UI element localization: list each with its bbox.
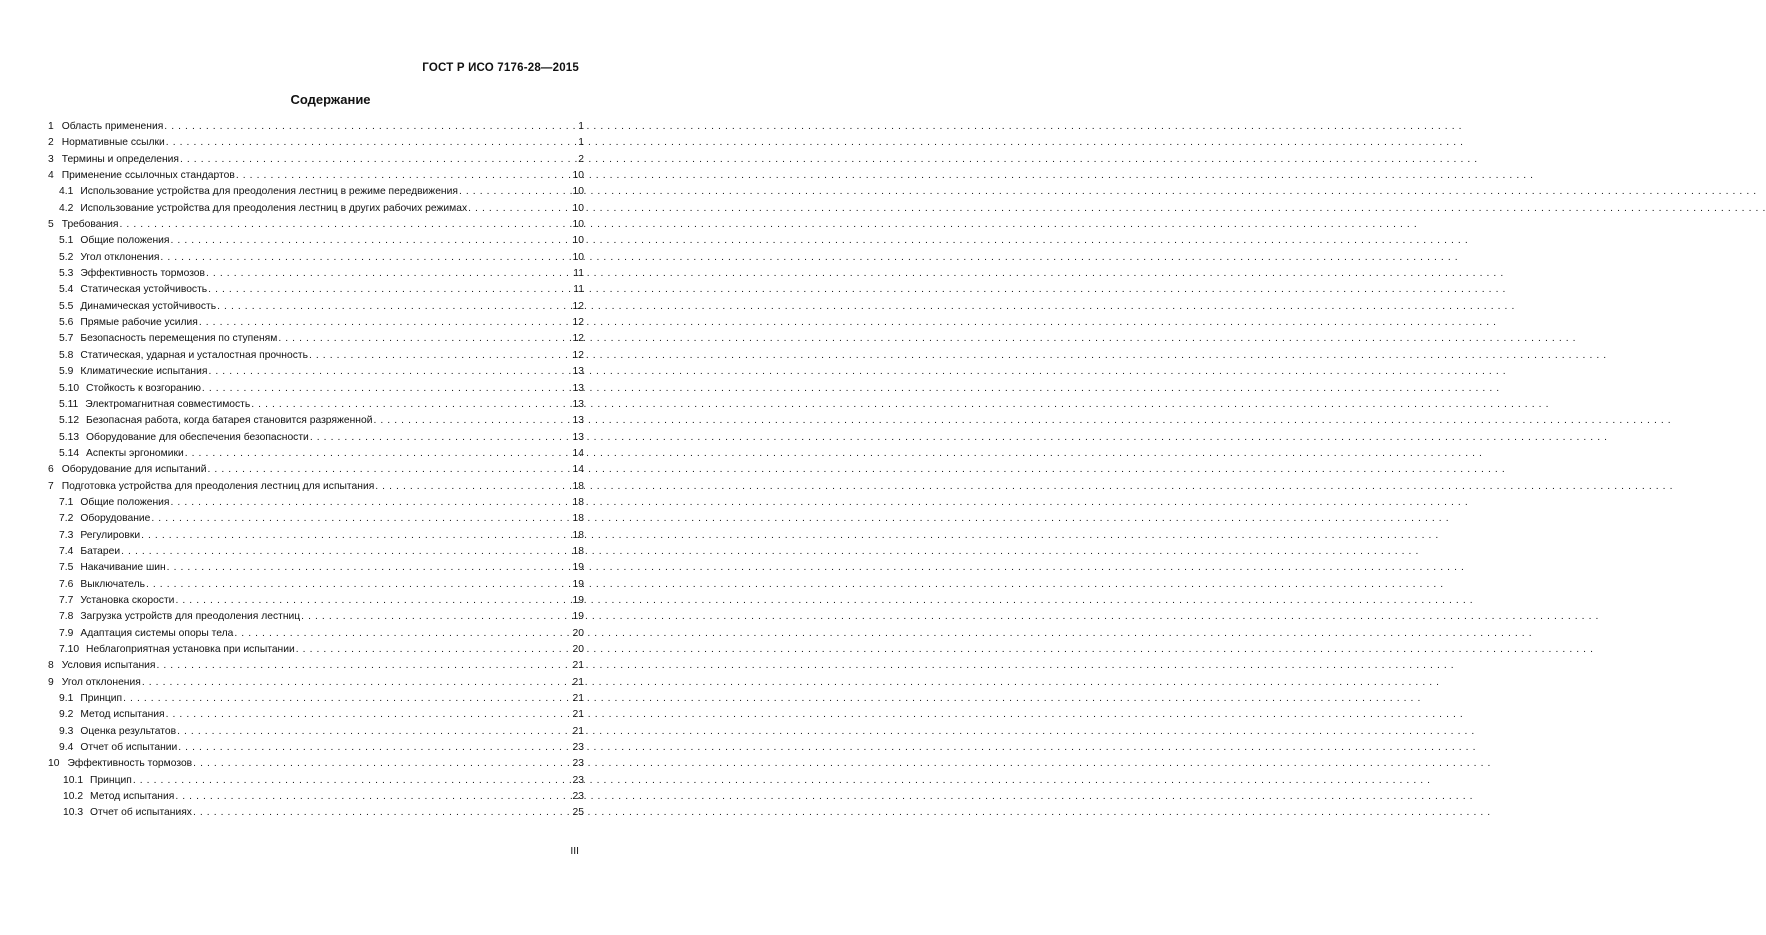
toc-entry-label: Батареи	[80, 545, 121, 557]
toc-dot-leader	[170, 495, 573, 511]
toc-entry-page: 10	[572, 170, 584, 182]
toc-entry-page: 12	[572, 349, 584, 361]
toc-entry-number: 7.5	[59, 562, 74, 574]
toc-entry-page: 18	[572, 496, 584, 508]
toc-entry-label: Оценка результатов	[80, 725, 177, 737]
toc-entry-page: 11	[573, 284, 584, 296]
toc-entry[interactable]	[48, 413, 584, 429]
toc-entry[interactable]	[48, 675, 584, 691]
toc-entry-label: Требования	[61, 219, 119, 231]
toc-entry-number: 7.6	[59, 578, 74, 590]
toc-dot-leader	[170, 233, 573, 249]
page-number: III	[570, 846, 579, 857]
toc-entry-label: Отчет об испытаниях	[90, 807, 192, 819]
toc-dot-leader	[205, 266, 573, 282]
toc-dot-leader	[374, 479, 572, 495]
toc-entry-label: Адаптация системы опоры тела	[80, 627, 234, 639]
toc-entry-number: 1	[48, 121, 54, 132]
toc-entry-label: Угол отклонения	[61, 676, 141, 688]
toc-entry-label: Климатические испытания	[80, 366, 208, 378]
toc-entry-label: Подготовка устройства для преодоления лестниц для испытания	[61, 480, 375, 492]
toc-dot-leader	[166, 560, 573, 576]
toc-entry-number: 7.3	[59, 529, 74, 541]
toc-entry[interactable]	[48, 446, 584, 462]
toc-entry-number: 5.14	[59, 447, 80, 459]
toc-dot-leader	[216, 299, 572, 315]
toc-entry[interactable]	[48, 135, 584, 151]
toc-entry-page: 14	[572, 447, 584, 459]
toc-dot-leader	[198, 315, 573, 331]
toc-dot-leader	[122, 691, 572, 707]
toc-entry-page: 1	[578, 121, 584, 132]
toc-dot-leader	[174, 593, 572, 609]
toc-entry-page: 12	[572, 333, 584, 345]
toc-dot-leader	[192, 805, 573, 821]
toc-entry-page: 18	[572, 529, 584, 541]
toc-entry[interactable]	[48, 773, 584, 789]
toc-entry[interactable]	[48, 740, 584, 756]
toc-entry-label: Применение ссылочных стандартов	[61, 170, 235, 182]
toc-dot-leader	[165, 135, 578, 151]
toc-entry-page: 1	[578, 137, 584, 149]
toc-dot-leader	[372, 413, 572, 429]
toc-dot-leader	[177, 740, 572, 756]
toc-entry[interactable]	[48, 642, 584, 658]
toc-entry[interactable]	[48, 119, 584, 135]
toc-entry-number: 5.2	[59, 251, 74, 263]
toc-entry-page: 18	[572, 513, 584, 525]
toc-dot-leader	[132, 773, 573, 789]
toc-entry[interactable]	[48, 299, 584, 315]
toc-entry-number: 9	[48, 676, 54, 688]
toc-dot-leader	[201, 381, 573, 397]
toc-entry-label: Метод испытания	[80, 709, 165, 721]
toc-entry-page: 21	[572, 709, 584, 721]
toc-entry-label: Безопасность перемещения по ступеням	[80, 333, 278, 345]
toc-entry[interactable]	[48, 528, 584, 544]
toc-dot-leader	[145, 577, 573, 593]
toc-entry-page: 19	[572, 562, 584, 574]
toc-dot-leader	[192, 756, 572, 772]
toc-entry-label: Область применения	[61, 121, 164, 132]
toc-dot-leader	[155, 658, 572, 674]
toc-dot-leader	[250, 397, 572, 413]
toc-entry-label: Прямые рабочие усилия	[80, 317, 198, 329]
toc-entry-number: 10.2	[63, 791, 84, 803]
toc-entry[interactable]	[48, 152, 584, 168]
toc-dot-leader	[300, 609, 572, 625]
toc-entry[interactable]	[48, 233, 584, 249]
toc-dot-leader	[309, 430, 573, 446]
toc-entry[interactable]	[48, 462, 584, 478]
toc-entry-label: Оборудование для обеспечения безопасности	[86, 431, 309, 443]
toc-entry-label: Принцип	[80, 693, 123, 705]
toc-entry[interactable]	[48, 495, 584, 511]
toc-entry-number: 8	[48, 660, 54, 672]
toc-dot-leader	[233, 626, 572, 642]
toc-entry-page: 13	[572, 415, 584, 427]
toc-entry-number: 5.4	[59, 284, 74, 296]
toc-entry-number: 5.1	[59, 235, 74, 247]
toc-entry[interactable]	[48, 217, 584, 233]
toc-entry[interactable]	[48, 331, 584, 347]
table-of-contents	[48, 119, 584, 822]
toc-entry-page: 11	[573, 268, 584, 280]
toc-entry-label: Неблагоприятная установка при испытании	[86, 644, 295, 655]
toc-dot-leader	[159, 250, 572, 266]
toc-entry-number: 10.1	[63, 774, 84, 786]
toc-entry-page: 18	[572, 480, 584, 492]
toc-entry-number: 7.9	[59, 627, 74, 639]
toc-entry[interactable]	[48, 626, 584, 642]
toc-entry-label: Принцип	[90, 774, 132, 786]
toc-entry-number: 5.12	[59, 415, 80, 427]
toc-entry-number: 5.11	[59, 398, 79, 410]
toc-entry-page: 10	[572, 251, 584, 263]
toc-entry-label: Накачивание шин	[80, 562, 166, 574]
toc-entry[interactable]	[48, 577, 584, 593]
toc-entry[interactable]	[48, 282, 584, 298]
toc-entry-page: 20	[572, 627, 584, 639]
toc-entry-label: Оборудование	[80, 513, 151, 525]
toc-dot-leader	[176, 724, 572, 740]
toc-entry[interactable]	[48, 658, 584, 674]
toc-entry-number: 9.3	[59, 725, 74, 737]
toc-entry-number: 7.10	[59, 644, 80, 655]
toc-entry-number: 7	[48, 480, 54, 492]
toc-entry[interactable]	[48, 184, 584, 200]
toc-entry[interactable]	[48, 691, 584, 707]
toc-dot-leader	[150, 511, 572, 527]
toc-entry-number: 5.5	[59, 300, 74, 312]
toc-entry[interactable]	[48, 250, 584, 266]
toc-entry-page: 19	[572, 611, 584, 623]
toc-entry-label: Статическая устойчивость	[80, 284, 208, 296]
toc-entry[interactable]	[48, 315, 584, 331]
toc-entry-number: 9.4	[59, 742, 74, 754]
toc-entry-label: Электромагнитная совместимость	[85, 398, 251, 410]
toc-entry-label: Безопасная работа, когда батарея становится разряженной	[86, 415, 373, 427]
toc-entry-label: Метод испытания	[90, 791, 175, 803]
toc-entry-number: 5.8	[59, 349, 74, 361]
toc-entry-page: 2	[578, 153, 584, 165]
toc-entry[interactable]	[48, 348, 584, 364]
toc-entry-page: 23	[572, 758, 584, 770]
toc-entry-page: 23	[572, 774, 584, 786]
toc-entry-number: 2	[48, 137, 54, 149]
toc-entry-number: 5.3	[59, 268, 74, 280]
toc-entry-label: Эффективность тормозов	[80, 268, 206, 280]
toc-entry-label: Общие положения	[80, 496, 170, 508]
toc-dot-leader	[179, 152, 578, 168]
toc-entry-page: 13	[572, 398, 584, 410]
toc-entry-number: 7.7	[59, 594, 74, 606]
toc-entry-label: Условия испытания	[61, 660, 156, 672]
toc-entry-label: Использование устройства для преодоления лестниц в других рабочих режимах	[80, 202, 468, 214]
toc-entry-number: 5.6	[59, 317, 74, 329]
toc-entry-label: Оборудование для испытаний	[61, 464, 207, 476]
toc-entry-number: 4.1	[59, 186, 74, 198]
toc-entry-number: 3	[48, 153, 54, 165]
toc-entry-page: 10	[572, 202, 584, 214]
toc-dot-leader	[140, 528, 572, 544]
toc-entry-page: 20	[572, 644, 584, 655]
toc-dot-leader	[207, 364, 572, 380]
toc-entry-page: 10	[572, 186, 584, 198]
toc-entry[interactable]	[48, 544, 584, 560]
toc-entry-number: 10	[48, 758, 60, 770]
toc-dot-leader	[174, 789, 572, 805]
toc-entry-label: Общие положения	[80, 235, 170, 247]
toc-dot-leader	[458, 184, 573, 200]
toc-entry-page: 19	[572, 578, 584, 590]
toc-entry-number: 5.7	[59, 333, 74, 345]
toc-dot-leader	[467, 201, 572, 217]
toc-entry-number: 5.10	[59, 382, 80, 394]
toc-entry-page: 25	[572, 807, 584, 819]
toc-entry[interactable]	[48, 789, 584, 805]
toc-title: Содержание	[290, 92, 371, 107]
toc-dot-leader	[163, 119, 578, 135]
toc-entry[interactable]	[48, 381, 584, 397]
toc-entry[interactable]	[48, 593, 584, 609]
toc-entry[interactable]	[48, 201, 584, 217]
toc-entry-page: 21	[572, 660, 584, 672]
toc-dot-leader	[141, 675, 573, 691]
toc-entry-page: 13	[572, 366, 584, 378]
toc-entry-page: 12	[572, 300, 584, 312]
toc-entry-number: 7.2	[59, 513, 74, 525]
toc-entry-label: Статическая, ударная и усталостная прочность	[80, 349, 308, 361]
toc-entry[interactable]	[48, 168, 584, 184]
toc-entry-number: 6	[48, 464, 54, 476]
toc-dot-leader	[207, 282, 573, 298]
toc-entry-page: 14	[572, 464, 584, 476]
toc-entry-page: 23	[572, 791, 584, 803]
toc-dot-leader	[165, 707, 573, 723]
toc-entry[interactable]	[48, 707, 584, 723]
toc-entry-label: Угол отклонения	[80, 251, 160, 263]
toc-entry-number: 9.1	[59, 693, 74, 705]
toc-entry-label: Выключатель	[80, 578, 145, 590]
toc-dot-leader	[120, 544, 572, 560]
toc-entry-label: Динамическая устойчивость	[80, 300, 217, 312]
toc-entry-number: 5	[48, 219, 54, 231]
toc-entry-label: Отчет об испытании	[80, 742, 178, 754]
toc-entry[interactable]	[48, 397, 584, 413]
toc-entry-page: 13	[572, 382, 584, 394]
toc-dot-leader	[206, 462, 572, 478]
toc-entry-page: 18	[572, 545, 584, 557]
toc-dot-leader	[184, 446, 573, 462]
toc-entry-page: 19	[572, 594, 584, 606]
toc-dot-leader	[295, 642, 573, 658]
toc-entry-label: Термины и определения	[61, 153, 179, 165]
toc-entry[interactable]	[48, 724, 584, 740]
toc-entry-page: 21	[572, 725, 584, 737]
toc-entry-label: Эффективность тормозов	[67, 758, 193, 770]
toc-entry[interactable]	[48, 560, 584, 576]
toc-entry[interactable]	[48, 266, 584, 282]
toc-dot-leader	[235, 168, 573, 184]
document-code: ГОСТ Р ИСО 7176-28—2015	[422, 62, 579, 74]
toc-entry-page: 23	[572, 742, 584, 754]
toc-entry-page: 21	[572, 693, 584, 705]
toc-entry-number: 9.2	[59, 709, 74, 721]
toc-entry-label: Загрузка устройств для преодоления лестниц	[80, 611, 301, 623]
toc-entry-page: 10	[572, 219, 584, 231]
toc-entry[interactable]	[48, 609, 584, 625]
toc-entry-page: 13	[572, 431, 584, 443]
toc-entry-label: Установка скорости	[80, 594, 175, 606]
toc-entry-label: Стойкость к возгоранию	[86, 382, 201, 394]
toc-entry[interactable]	[48, 805, 584, 821]
toc-entry[interactable]	[48, 479, 584, 495]
toc-entry-number: 4.2	[59, 202, 74, 214]
toc-entry[interactable]	[48, 364, 584, 380]
toc-entry-label: Нормативные ссылки	[61, 137, 165, 149]
toc-entry-number: 5.13	[59, 431, 80, 443]
toc-entry-number: 10.3	[63, 807, 84, 819]
toc-dot-leader	[277, 331, 572, 347]
toc-entry[interactable]	[48, 756, 584, 772]
toc-entry-page: 12	[572, 317, 584, 329]
toc-dot-leader	[119, 217, 573, 233]
toc-entry-label: Аспекты эргономики	[86, 447, 184, 459]
toc-entry[interactable]	[48, 430, 584, 446]
toc-entry-page: 21	[572, 676, 584, 688]
toc-entry-number: 7.4	[59, 545, 74, 557]
toc-entry-label: Использование устройства для преодоления лестниц в режиме передвижения	[80, 186, 458, 198]
toc-entry-number: 5.9	[59, 366, 74, 378]
toc-entry-number: 7.1	[59, 496, 74, 508]
toc-entry-number: 4	[48, 170, 54, 182]
toc-dot-leader	[308, 348, 573, 364]
toc-entry-number: 7.8	[59, 611, 74, 623]
toc-entry-label: Регулировки	[80, 529, 141, 541]
toc-entry[interactable]	[48, 511, 584, 527]
toc-entry-page: 10	[572, 235, 584, 247]
